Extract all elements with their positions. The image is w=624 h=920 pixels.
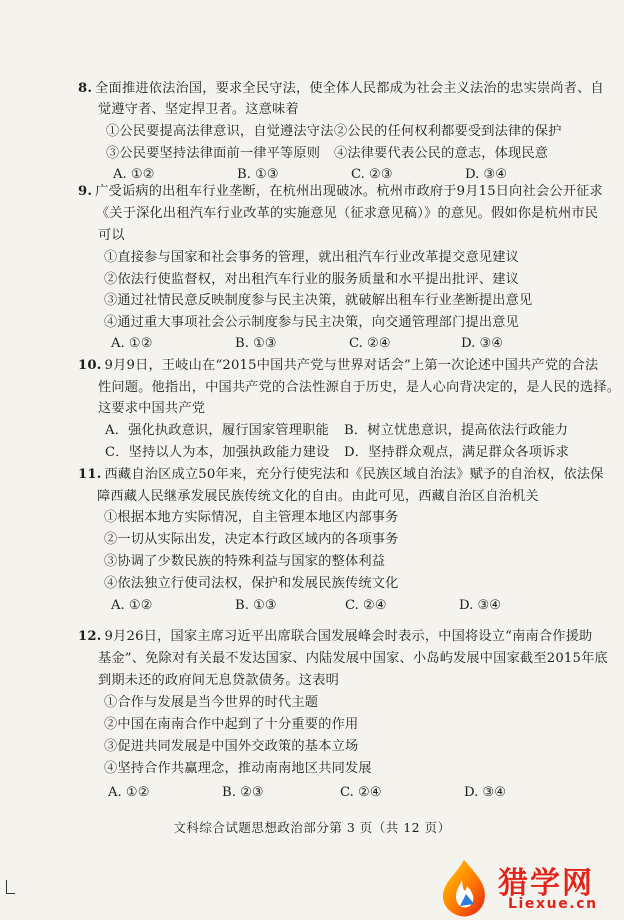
option-a: A. ①② <box>111 598 153 613</box>
option-d: D. ③④ <box>464 785 507 800</box>
statement-2: ②一切从实际出发，决定本行政区域内的各项事务 <box>104 532 399 547</box>
question-stem-text: 广受诟病的出租车行业垄断，在杭州出现破冰。杭州市政府于9月15日向社会公开征求 <box>95 184 603 199</box>
option-a: A. ①② <box>108 785 150 800</box>
question-11-stem-line-2: 障西藏人民继承发展民族传统文化的自由。由此可见，西藏自治区自治机关 <box>97 489 539 504</box>
statement-4: ④坚持合作共赢理念，推动南南地区共同发展 <box>104 761 372 776</box>
statement-4: ④通过重大事项社会公示制度参与民主决策，向交通管理部门提出意见 <box>104 315 520 330</box>
answer-options <box>111 597 561 615</box>
option-c: C. ②④ <box>340 785 382 800</box>
question-12-stem-line-2: 基金”、免除对有关最不发达国家、内陆发展中国家、小岛屿发展中国家截至2015年底 <box>98 651 608 666</box>
statement-1: ①根据本地方实际情况，自主管理本地区内部事务 <box>104 510 399 525</box>
statement-3: ③协调了少数民族的特殊利益与国家的整体利益 <box>104 554 386 569</box>
statement-4: ④依法独立行使司法权，保护和发展民族传统文化 <box>104 576 399 591</box>
question-9-stem-line-3: 可以 <box>98 228 125 243</box>
question-8-stem-line-2: 觉遵守者、坚定捍卫者。这意味着 <box>98 102 299 117</box>
option-a: A. ①② <box>113 167 155 182</box>
watermark-domain-text: Liexue.cn <box>508 896 598 912</box>
statement-3: ③促进共同发展是中国外交政策的基本立场 <box>104 739 359 754</box>
question-stem-text: 全面推进依法治国，要求全民守法，使全体人民都成为社会主义法治的忠实崇尚者、自 <box>95 81 604 96</box>
question-number: 11. <box>78 467 102 482</box>
question-number: 12. <box>78 629 102 644</box>
question-8-stem-line-1 <box>78 80 604 97</box>
option-b: B. ①③ <box>235 336 277 351</box>
question-stem-text: 西藏自治区成立50年来，充分行使宪法和《民族区域自治法》赋予的自治权，依法保 <box>104 467 604 482</box>
option-a: A. ①② <box>111 336 153 351</box>
statement-3: ③公民要坚持法律面前一律平等原则 <box>106 146 321 161</box>
question-9-stem-line-2: 《关于深化出租汽车行业改革的实施意见（征求意见稿）》的意见。假如你是杭州市民 <box>96 206 599 221</box>
question-number: 8. <box>78 81 93 96</box>
answer-options <box>113 166 563 184</box>
question-9-stem-line-1 <box>78 183 603 200</box>
scan-mark-horizontal <box>6 893 15 894</box>
option-c: C. ②④ <box>349 336 391 351</box>
statement-2: ②公民的任何权利都要受到法律的保护 <box>334 124 562 139</box>
option-c: C. ②③ <box>351 167 393 182</box>
question-11-stem-line-1 <box>78 466 604 483</box>
answer-options <box>108 784 558 802</box>
statement-1: ①合作与发展是当今世界的时代主题 <box>104 695 319 710</box>
option-a: A．强化执政意识，履行国家管理职能 <box>105 423 329 438</box>
statement-4: ④法律要代表公民的意志，体现民意 <box>334 146 549 161</box>
option-d: D. ③④ <box>461 336 504 351</box>
statement-1: ①直接参与国家和社会事务的管理，就出租汽车行业改革提交意见建议 <box>104 250 520 265</box>
question-number: 10. <box>78 358 102 373</box>
statement-3: ③通过社情民意反映制度参与民主决策，就破解出租车行业垄断提出意见 <box>104 293 533 308</box>
question-stem-text: 9月9日，王岐山在“2015中国共产党与世界对话会”上第一次论述中国共产党的合法 <box>104 358 599 373</box>
flame-logo-icon <box>434 858 494 918</box>
page-footer: 文科综合试题思想政治部分第 3 页（共 12 页） <box>173 820 451 835</box>
option-b: B. ②③ <box>222 785 264 800</box>
option-c: C．坚持以人为本，加强执政能力建设 <box>105 445 330 460</box>
option-d: D. ③④ <box>459 598 502 613</box>
question-10-stem-line-1 <box>78 357 598 374</box>
watermark <box>432 856 624 920</box>
option-b: B. ①③ <box>237 167 279 182</box>
question-stem-text: 9月26日，国家主席习近平出席联合国发展峰会时表示，中国将设立“南南合作援助 <box>104 629 593 644</box>
scan-mark-vertical <box>6 880 7 894</box>
question-number: 9. <box>78 184 93 199</box>
statement-2: ②中国在南南合作中起到了十分重要的作用 <box>104 717 359 732</box>
option-d: D. ③④ <box>465 167 508 182</box>
option-d: D．坚持群众观点，满足群众各项诉求 <box>344 445 569 460</box>
question-10-stem-line-2: 性问题。他指出，中国共产党的合法性源自于历史，是人心向背决定的，是人民的选择。 <box>98 380 621 395</box>
question-10-stem-line-3: 这要求中国共产党 <box>98 401 206 416</box>
option-c: C. ②④ <box>345 598 387 613</box>
question-12-stem-line-3: 到期未还的政府间无息贷款债务。这表明 <box>98 673 339 688</box>
statement-2: ②依法行使监督权，对出租汽车行业的服务质量和水平提出批评、建议 <box>104 272 520 287</box>
question-12-stem-line-1 <box>78 628 592 645</box>
option-b: B. ①③ <box>235 598 277 613</box>
option-b: B．树立忧患意识，提高依法行政能力 <box>344 423 569 438</box>
statement-1: ①公民要提高法律意识，自觉遵法守法 <box>106 124 334 139</box>
watermark-chinese-text: 猎学网 <box>498 866 594 901</box>
answer-options <box>111 335 561 353</box>
